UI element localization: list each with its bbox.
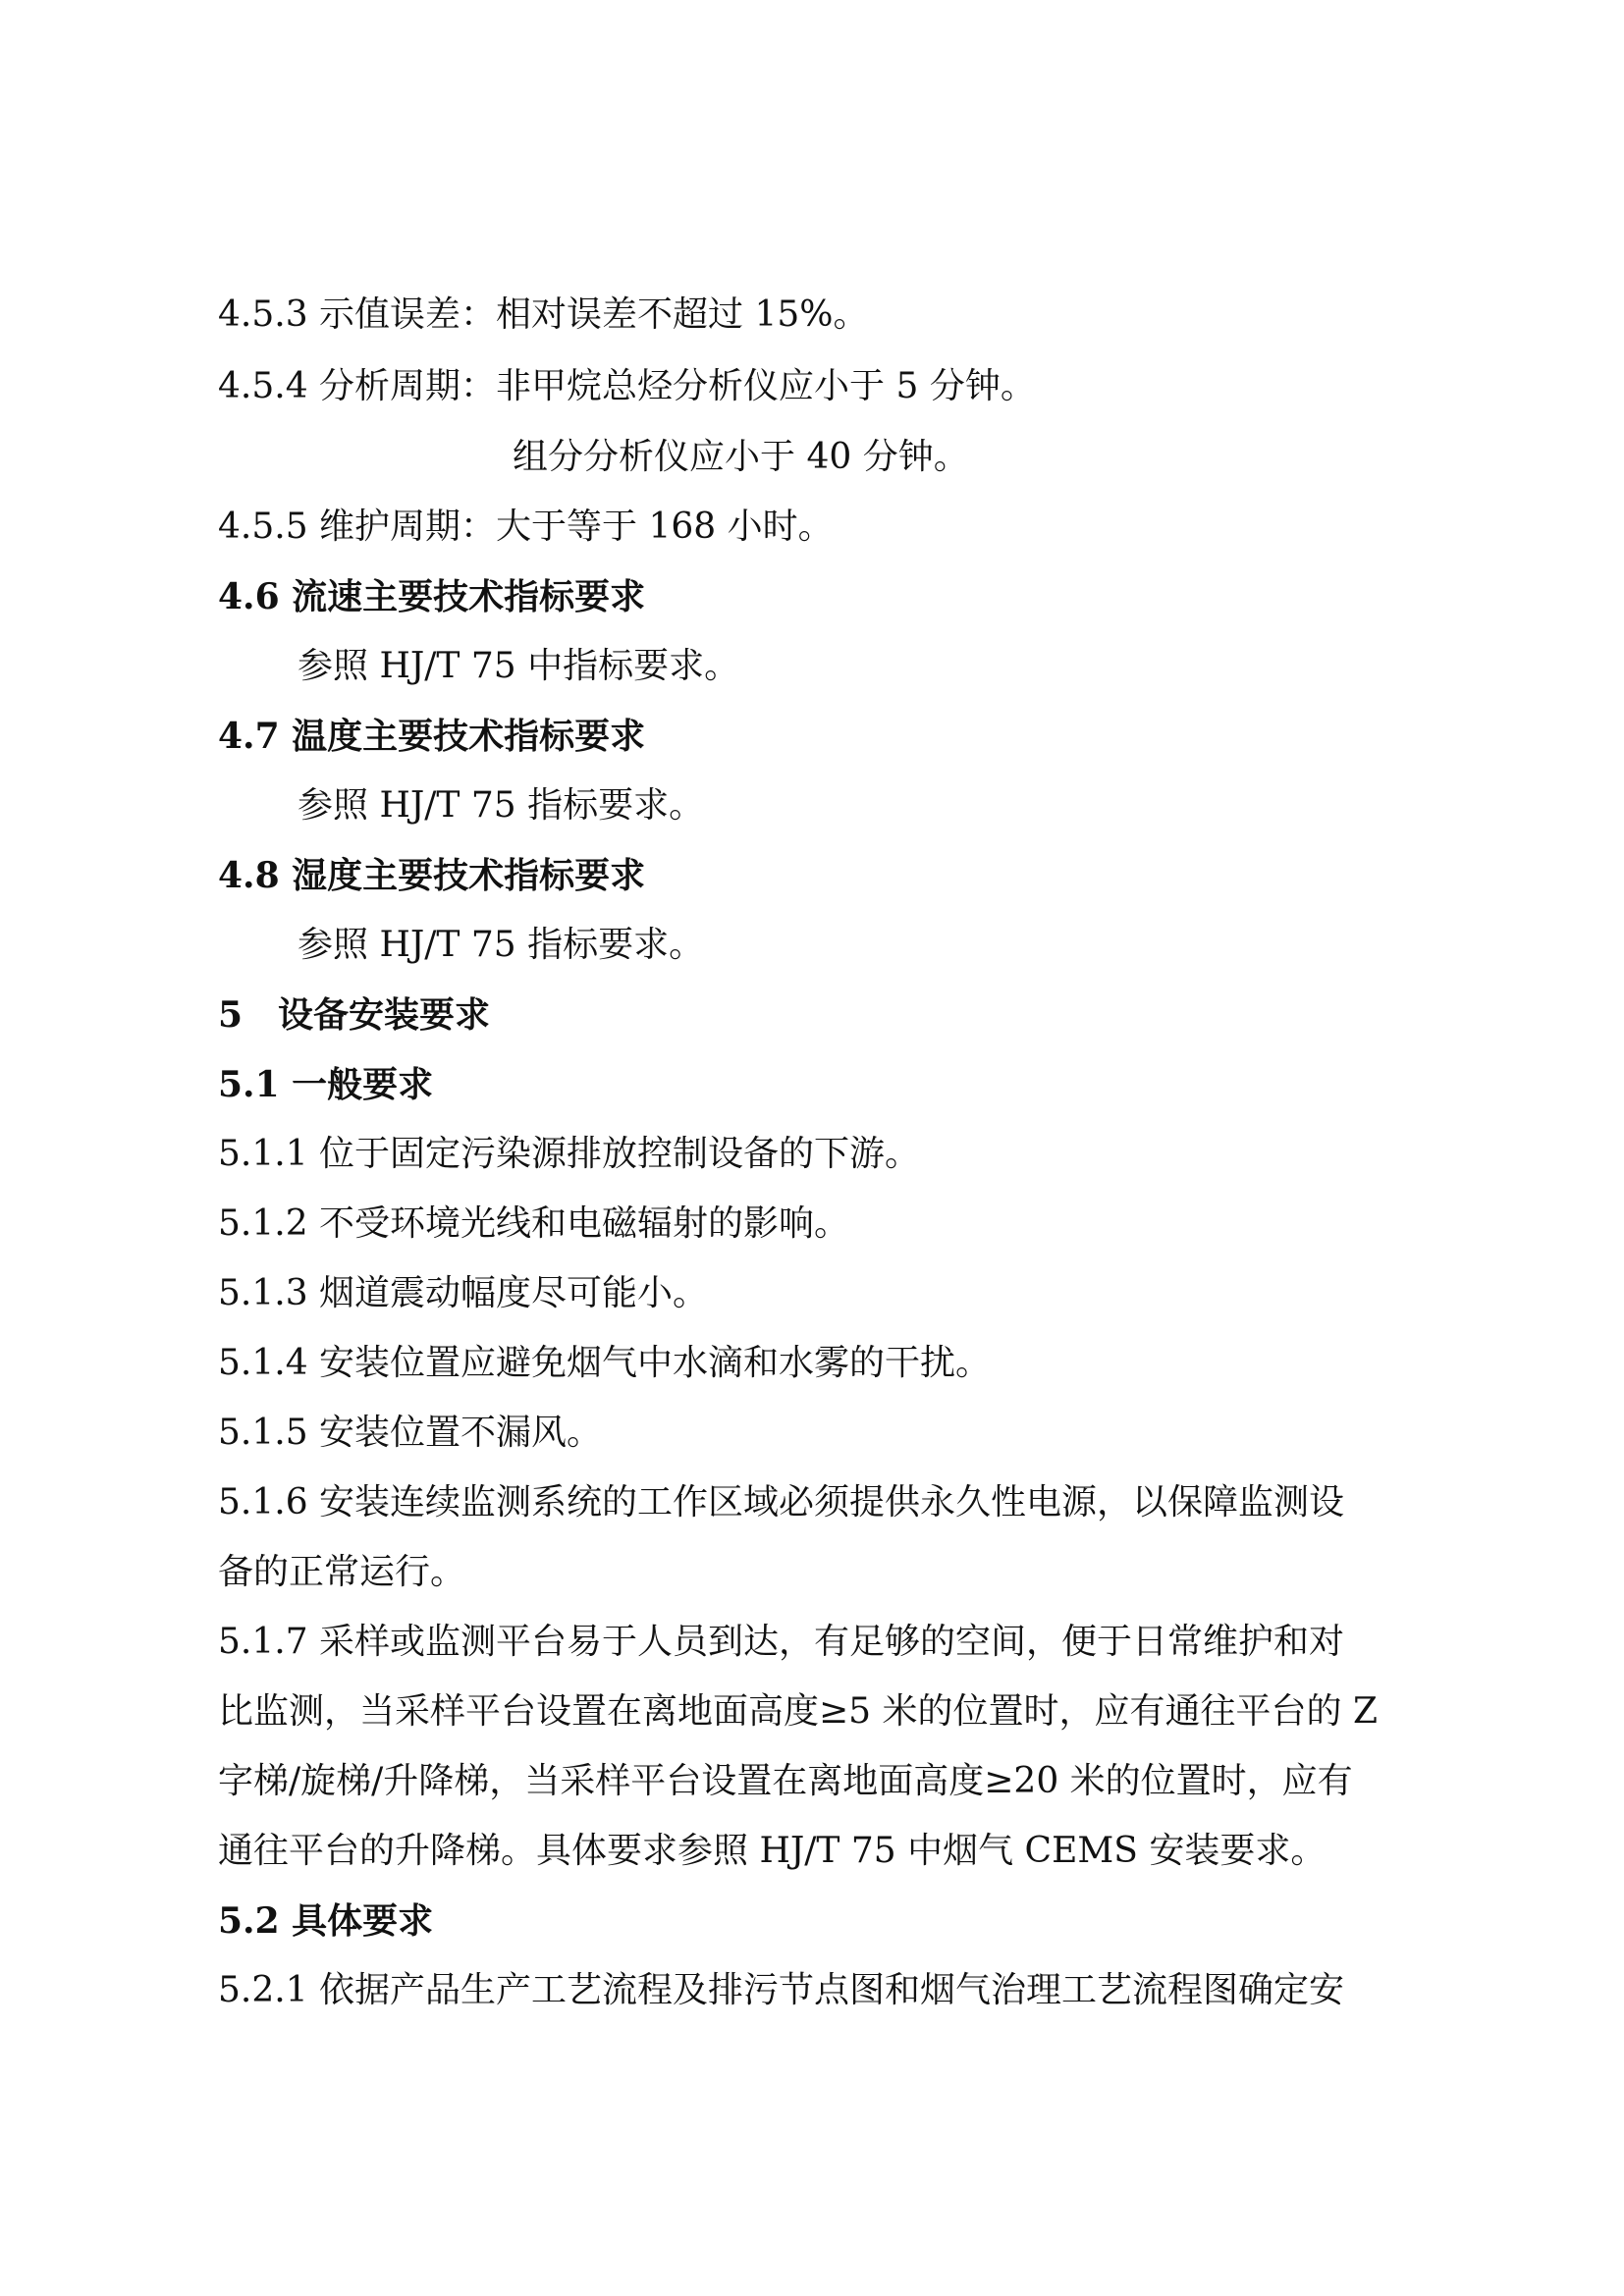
heading-5-1: 5.1 一般要求 (218, 1064, 434, 1105)
item-5-1-6-cont: 备的正常运行。 (218, 1552, 466, 1592)
item-5-1-7-cont-1: 比监测，当采样平台设置在离地面高度≥5 米的位置时，应有通往平台的 Z (218, 1691, 1378, 1732)
heading-4-6: 4.6 流速主要技术指标要求 (218, 576, 646, 617)
item-5-1-7-cont-2: 字梯/旋梯/升降梯，当采样平台设置在离地面高度≥20 米的位置时，应有 (218, 1761, 1353, 1801)
item-4-5-3: 4.5.3 示值误差：相对误差不超过 15%。 (218, 294, 869, 335)
heading-4-8: 4.8 湿度主要技术指标要求 (218, 855, 646, 896)
item-4-5-4-cont: 组分分析仪应小于 40 分钟。 (513, 437, 969, 477)
para-4-7: 参照 HJ/T 75 指标要求。 (298, 785, 705, 826)
item-4-5-5: 4.5.5 维护周期：大于等于 168 小时。 (218, 507, 834, 547)
heading-4-7: 4.7 温度主要技术指标要求 (218, 716, 646, 757)
item-5-1-7: 5.1.7 采样或监测平台易于人员到达，有足够的空间，便于日常维护和对 (218, 1622, 1345, 1662)
item-5-2-1: 5.2.1 依据产品生产工艺流程及排污节点图和烟气治理工艺流程图确定安 (218, 1970, 1345, 2010)
item-5-1-2: 5.1.2 不受环境光线和电磁辐射的影响。 (218, 1203, 850, 1244)
para-4-8: 参照 HJ/T 75 指标要求。 (298, 925, 705, 965)
item-5-1-6: 5.1.6 安装连续监测系统的工作区域必须提供永久性电源，以保障监测设 (218, 1482, 1345, 1522)
item-4-5-4: 4.5.4 分析周期：非甲烷总烃分析仪应小于 5 分钟。 (218, 366, 1036, 406)
item-5-1-4: 5.1.4 安装位置应避免烟气中水滴和水雾的干扰。 (218, 1343, 992, 1383)
para-4-6: 参照 HJ/T 75 中指标要求。 (298, 646, 740, 686)
heading-5-2: 5.2 具体要求 (218, 1900, 434, 1942)
item-5-1-1: 5.1.1 位于固定污染源排放控制设备的下游。 (218, 1134, 921, 1174)
item-5-1-7-cont-3: 通往平台的升降梯。具体要求参照 HJ/T 75 中烟气 CEMS 安装要求。 (218, 1831, 1326, 1871)
heading-5: 5 设备安装要求 (218, 994, 491, 1036)
item-5-1-5: 5.1.5 安装位置不漏风。 (218, 1413, 603, 1453)
item-5-1-3: 5.1.3 烟道震动幅度尽可能小。 (218, 1273, 709, 1313)
